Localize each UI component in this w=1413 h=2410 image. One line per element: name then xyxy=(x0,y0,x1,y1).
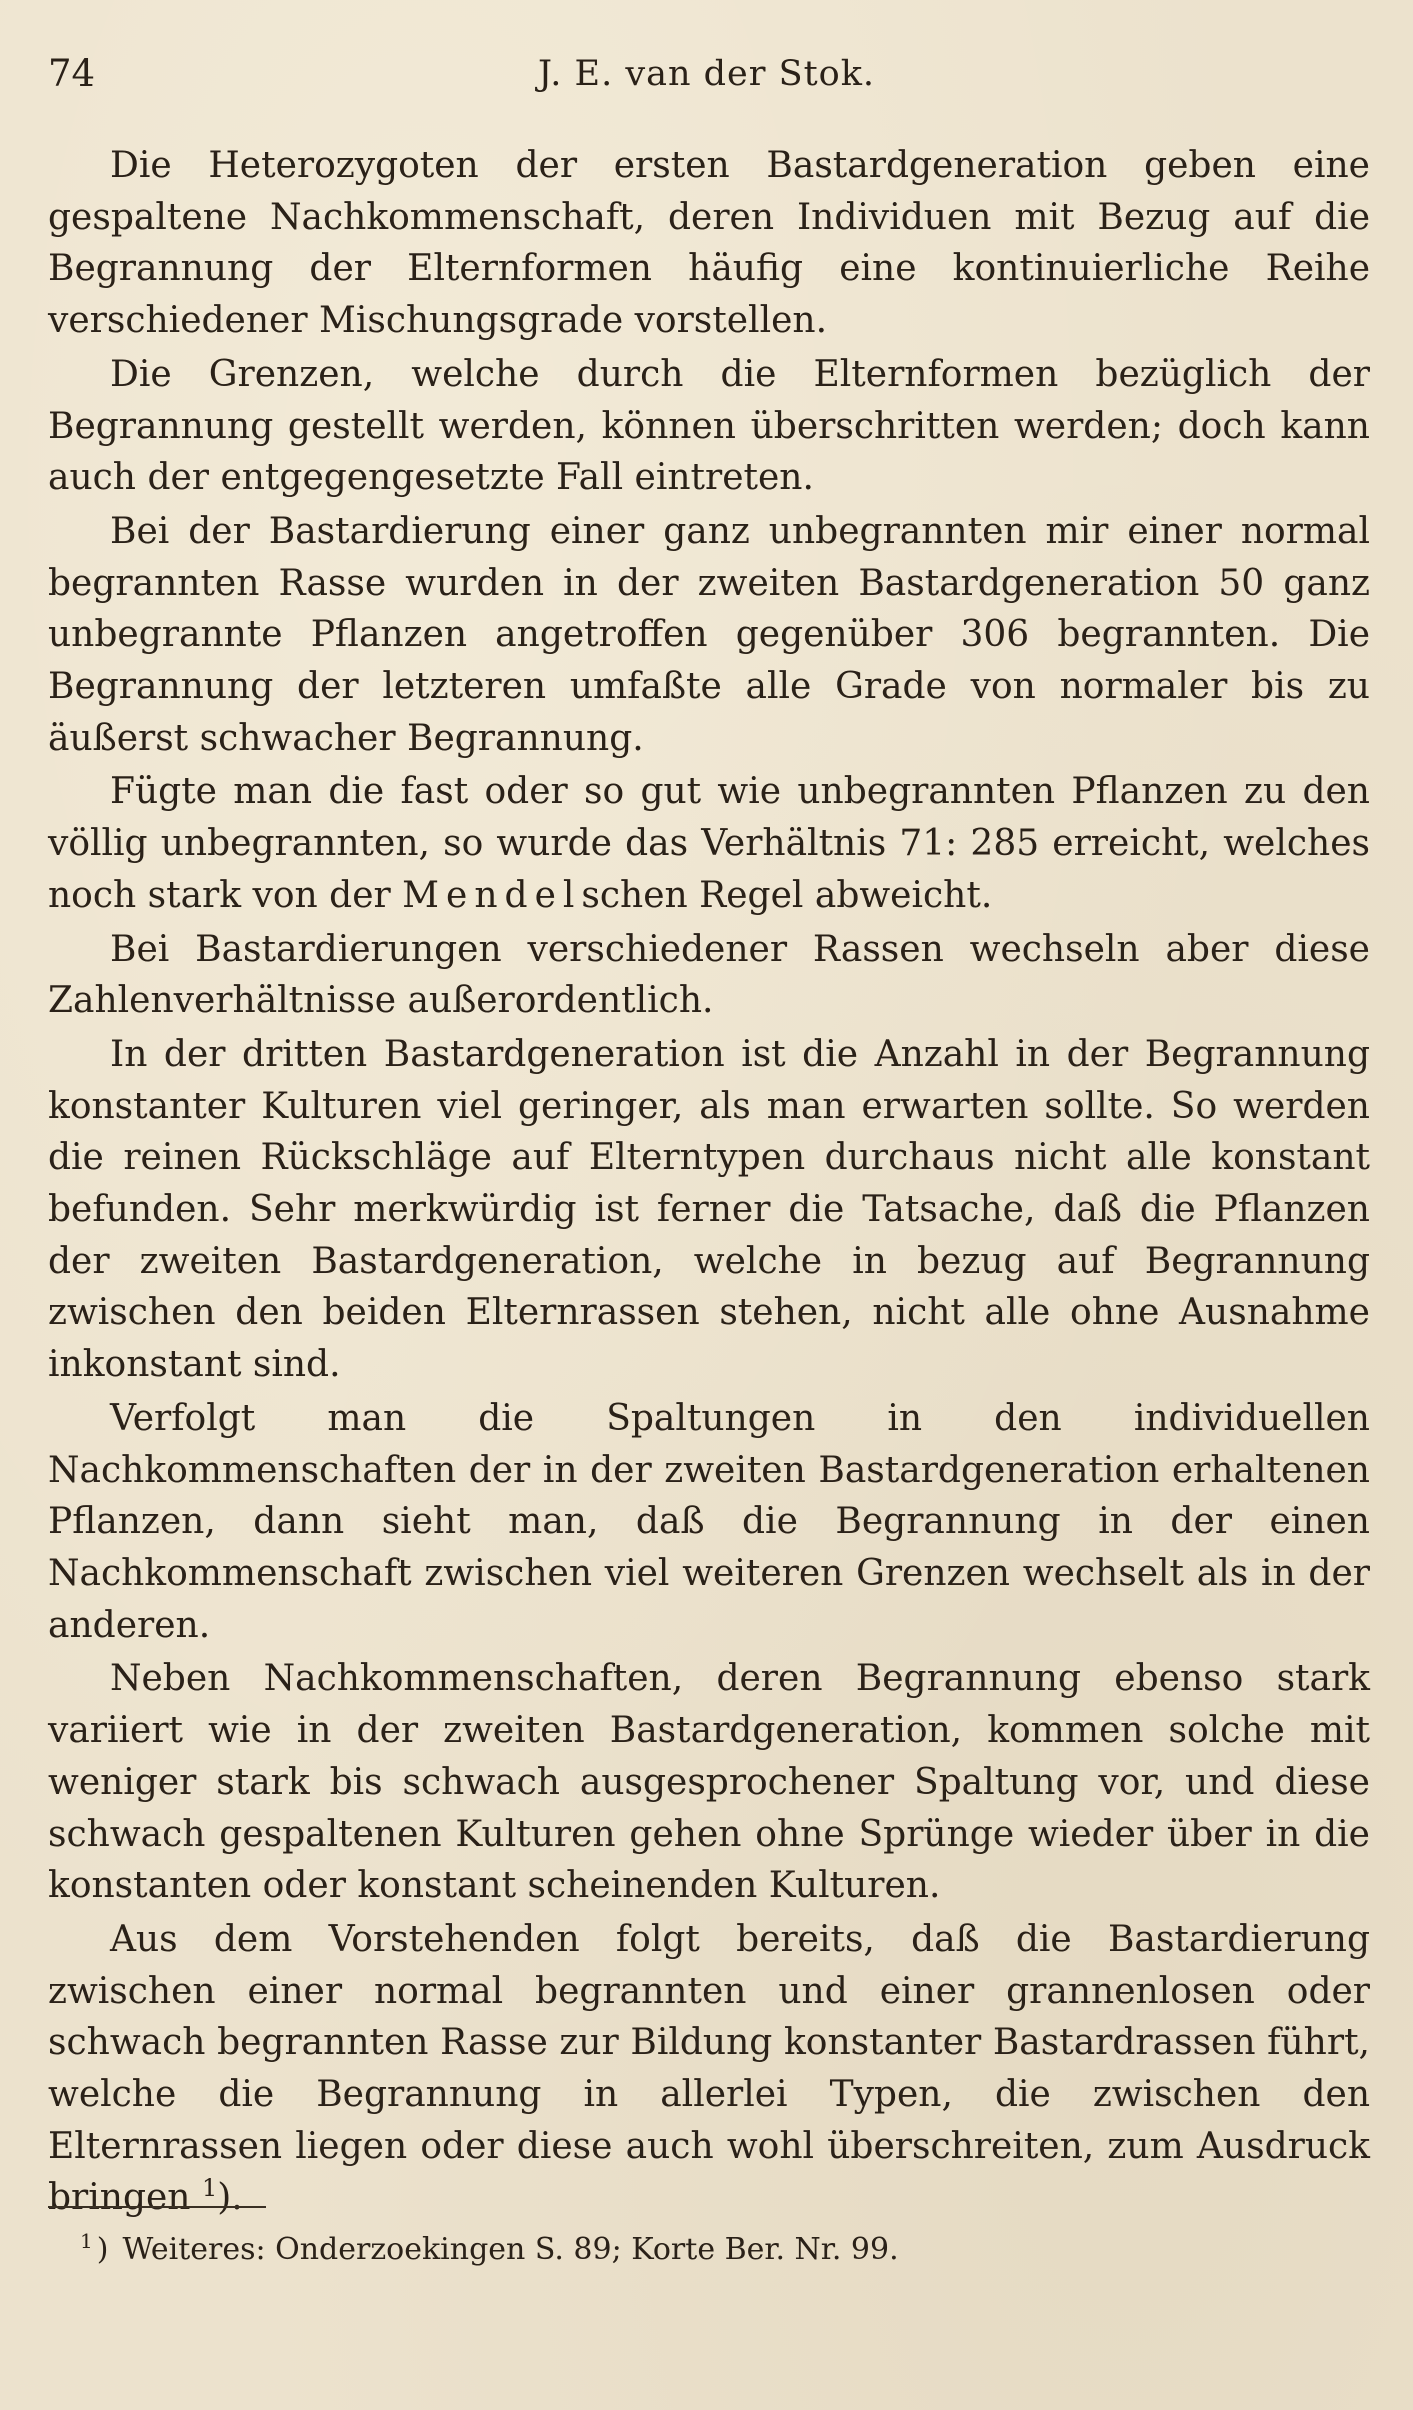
body-text xyxy=(48,140,1370,2224)
footnote-paren: ) xyxy=(96,2232,109,2267)
running-head: J. E. van der Stok. xyxy=(537,54,876,94)
paragraph xyxy=(48,766,1370,921)
paragraph: Bei Bastardierungen verschiedener Rassen wechseln aber diese Zahlenverhältnisse außerordentlich. xyxy=(48,928,1370,1022)
footnote-number: 1 xyxy=(80,2229,93,2253)
paragraph-end: ). xyxy=(217,2177,243,2219)
paragraph-text: schen Regel abweicht. xyxy=(581,874,993,916)
paragraph xyxy=(48,1914,1370,2224)
paragraph-text: Fügte man die fast oder so gut wie unbegrannten Pflanzen zu den völlig unbegrannten, so wurde das Verhältnis 71: 285 erreicht, welches noch stark von der xyxy=(48,771,1370,916)
page-number: 74 xyxy=(48,52,96,95)
paragraph: Die Heterozygoten der ersten Bastardgeneration geben eine gespaltene Nachkommenschaft, deren Individuen mit Bezug auf die Begrannung der Elternformen häufig eine kontinuierliche Reihe verschiedener Mischungsgrade vorstellen. xyxy=(48,145,1370,342)
footnote-text: Weiteres: Onderzoekingen S. 89; Korte Ber. Nr. 99. xyxy=(122,2232,899,2267)
paragraph: Neben Nachkommenschaften, deren Begrannung ebenso stark variiert wie in der zweiten Bastardgeneration, kommen solche mit weniger stark bis schwach ausgesprochener Spaltung vor, und diese schwach gespaltenen Kulturen gehen ohne Sprünge wieder über in die konstanten oder konstant scheinenden Kulturen. xyxy=(48,1658,1370,1907)
paragraph: Die Grenzen, welche durch die Elternformen bezüglich der Begrannung gestellt werden, können überschritten werden; doch kann auch der entgegengesetzte Fall eintreten. xyxy=(48,353,1370,499)
footnote-reference: 1 xyxy=(201,2174,218,2203)
spaced-name-mendel: Mendel xyxy=(402,874,582,916)
paragraph: Verfolgt man die Spaltungen in den individuellen Nachkommenschaften der in der zweiten Bastardgeneration erhaltenen Pflanzen, dann sieht man, daß die Begrannung in der einen Nachkommenschaft zwischen viel weiteren Grenzen wechselt als in der anderen. xyxy=(48,1397,1370,1646)
footnote xyxy=(80,2228,899,2272)
paragraph: Bei der Bastardierung einer ganz unbegrannten mir einer normal begrannten Rasse wurden in der zweiten Bastardgeneration 50 ganz unbegrannte Pflanzen angetroffen gegenüber 306 begrannten. Die Begrannung der letzteren umfaßte alle Grade von normaler bis zu äußerst schwacher Begrannung. xyxy=(48,510,1370,759)
paragraph: In der dritten Bastardgeneration ist die Anzahl in der Begrannung konstanter Kulturen viel geringer, als man erwarten sollte. So werden die reinen Rückschläge auf Elterntypen durchaus nicht alle konstant befunden. Sehr merkwürdig ist ferner die Tatsache, daß die Pflanzen der zweiten Bastardgeneration, welche in bezug auf Begrannung zwischen den beiden Elternrassen stehen, nicht alle ohne Ausnahme inkonstant sind. xyxy=(48,1033,1370,1386)
paragraph-text: Aus dem Vorstehenden folgt bereits, daß die Bastardierung zwischen einer normal begrannten und einer grannenlosen oder schwach begrannten Rasse zur Bildung konstanter Bastardrassen führt, welche die Begrannung in allerlei Typen, die zwischen den Elternrassen liegen oder diese auch wohl überschreiten, zum Ausdruck bringen xyxy=(48,1918,1370,2219)
footnote-divider xyxy=(48,2206,266,2208)
